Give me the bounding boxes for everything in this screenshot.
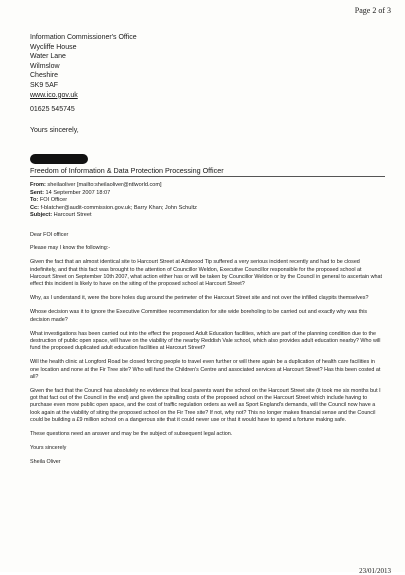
paragraph: Given the fact that an almost identical site to Harcourt Street at Adswood Tip suffered a very serious incident recently and had to be closed indefinitely, and that this fact was brought to the attention of Councillor Weldon, Executive Councillor responsible for the proposed school at Harcourt Street on September 10th 2007, what action either has or will be taken by Councillor Weldon or by the Council in general to ascertain what effect this incident is likely to have on the siting of the proposed school at Harcourt Street? [30, 259, 382, 288]
header-cc [30, 205, 380, 213]
closing: Yours sincerely [30, 445, 67, 452]
sent-label: Sent: [30, 189, 44, 196]
sign-off: Yours sincerely, [30, 127, 79, 134]
from-value: sheilaoliver [mailto:sheilaoliver@ntlworld.com] [47, 182, 162, 188]
paragraph: Why, as I understand it, were the bore holes dug around the perimeter of the Harcourt Street site and not over the infilled claypits themselves? [30, 295, 369, 302]
page-number: Page 2 of 3 [354, 6, 391, 15]
redacted-signature [30, 154, 88, 164]
to-label: To: [30, 197, 39, 204]
address-block [30, 33, 137, 100]
header-to [30, 197, 380, 205]
address-line: Information Commissioner's Office [30, 34, 137, 41]
phone-number: 01625 545745 [30, 106, 75, 113]
cc-value: f-blatcher@audit-commission.gov.uk; Barry Khan; John Schultz [40, 204, 197, 211]
to-value: FOI Officer [39, 197, 68, 204]
paragraph: These questions need an answer and may be the subject of subsequent legal action. [30, 431, 233, 438]
address-line: SK9 5AF [30, 81, 59, 89]
paragraph: Will the health clinic at Longford Road be closed forcing people to travel even further or will there again be a duplication of health care facilities in one location and none at the Fir Tree site? Who will fund the Children's Centre and associated services at Harcourt Street? Has this been costed at all? [30, 359, 381, 380]
header-sent [30, 190, 380, 198]
officer-title: Freedom of Information & Data Protection Processing Officer [30, 166, 224, 175]
divider [30, 176, 385, 177]
paragraph: What investigations has been carried out into the effect the proposed Adult Education facilities, which are part of the planning condition due to the destruction of public open space, will have on the viability of the nearby Reddish Vale school, which also provides adult education nearby? Who will fund the proposed duplicated adult education facilities at Harcourt Street? [30, 330, 381, 352]
address-line: Cheshire [30, 72, 59, 80]
header-from [30, 182, 380, 190]
address-line: Wilmslow [30, 62, 60, 70]
website-link[interactable]: www.ico.gov.uk [30, 91, 78, 99]
address-line: Water Lane [30, 53, 66, 61]
paragraph: Whose decision was it to ignore the Executive Committee recommendation for site wide boreholing to be carried out and exactly why was this decision made? [30, 309, 368, 323]
footer-date: 23/01/2013 [359, 567, 391, 575]
address-line: Wycliffe House [30, 43, 77, 51]
from-label: From: [30, 182, 46, 188]
email-header [30, 182, 380, 220]
paragraph: Given the fact that the Council has absolutely no evidence that local parents want the school on the Harcourt Street site (it took me six months but I got that fact out of the Council in the end) and given the spiralling costs of the proposed school on the Harcourt Street which include having to purchase even more public open space, and the cost of traffic regulation orders as well as Sport England's demands, will the Council now have a look again at the viability of siting the proposed school on the Fir Tree site? If not, why not? This no longer makes financial sense and the Council could be building a £9 million school on a dangerous site that it could never use or that it would have to spend a fortune making safe. [30, 388, 381, 423]
header-subject [30, 212, 380, 220]
sent-value: 14 September 2007 18:07 [45, 189, 111, 196]
greeting: Dear FOI officer [30, 232, 69, 238]
intro: Please may I know the following:- [30, 245, 110, 252]
subject-value: Harcourt Street [53, 212, 92, 219]
cc-label: Cc: [30, 204, 40, 211]
letter-body [30, 232, 382, 474]
signature: Sheila Oliver [30, 459, 61, 466]
subject-label: Subject: [30, 212, 53, 219]
